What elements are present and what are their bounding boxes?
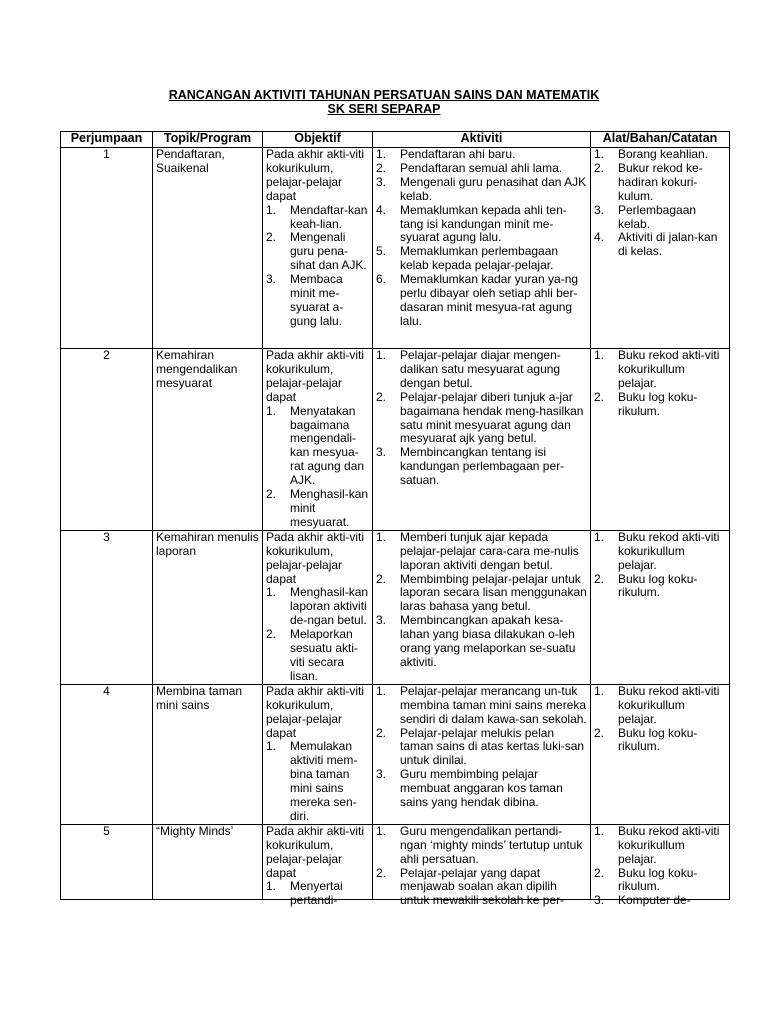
activity-item: 2. Pelajar-pelajar melukis pelan taman sains di atas kertas luki-san untuk dinilai. (376, 725, 585, 768)
activity-item-text: Memaklumkan perlembagaan kelab kepada pelajar-pelajar. (400, 244, 559, 273)
tool-item: 2. Buku log koku-rikulum. (594, 725, 698, 754)
activity-item: 1. Memberi tunjuk ajar kepada pelajar-pelajar cara-cara me-nulis laporan aktiviti dengan betul. (376, 529, 579, 572)
activity-item: 3. Membincangkan tentang isi kandungan perlembagaan per-satuan. (376, 445, 565, 488)
activity-item: 1. Pelajar-pelajar merancang un-tuk membina taman mini sains mereka sendiri di dalam kawa-san sekolah. (376, 683, 587, 726)
tools-cell (591, 530, 730, 684)
activity-item-text: Membincangkan tentang isi kandungan perlembagaan per-satuan. (400, 445, 565, 488)
objective-cell (263, 684, 373, 824)
meeting-number: 1 (61, 148, 153, 349)
objective-item-list (266, 204, 369, 329)
activity-item: 1. Guru mengendalikan pertandi-ngan ‘mighty minds’ tertutup untuk ahli persatuan. (376, 823, 583, 866)
tool-item-text: Buku log koku-rikulum. (618, 865, 698, 894)
activity-item: 3. Mengenali guru penasihat dan AJK kelab. (376, 174, 587, 203)
meeting-number: 2 (61, 349, 153, 531)
activity-item-list (376, 685, 587, 810)
activity-cell (373, 684, 591, 824)
header-topic: Topik/Program (153, 132, 263, 148)
activity-item-text: Guru membimbing pelajar membuat anggaran kos taman sains yang hendak dibina. (400, 767, 563, 810)
header-meeting: Perjumpaan (61, 132, 153, 148)
tool-item-list (594, 685, 726, 755)
tool-item: 2. Buku log koku-rikulum. (594, 865, 698, 894)
header-tools: Alat/Bahan/Catatan (591, 132, 730, 148)
tool-item: 3. Perlembagaan kelab. (594, 202, 697, 231)
meeting-number: 3 (61, 530, 153, 684)
header-objective: Objektif (263, 132, 373, 148)
table-row (61, 349, 730, 531)
objective-item-text: Menyertai pertandi- (290, 879, 343, 908)
activity-item-text: Memaklumkan kadar yuran ya-ng perlu dibayar oleh setiap ahli ber-dasaran minit mesyua-rat agung lalu. (400, 272, 579, 328)
activity-item-text: Pendaftaran semual ahli lama. (400, 160, 563, 175)
activity-item: 2. Pendaftaran semual ahli lama. (376, 160, 563, 175)
objective-item-list (266, 586, 369, 683)
header-activity: Aktiviti (373, 132, 591, 148)
objective-item-text: Menyatakan bagaimana mengendali-kan mesyua-rat agung dan AJK. (290, 403, 365, 488)
tool-item: 2. Buku log koku-rikulum. (594, 389, 698, 418)
activity-item-text: Memaklumkan kepada ahli ten-tang isi kandungan minit me-syuarat agung lalu. (400, 202, 567, 245)
activity-cell (373, 823, 591, 908)
table-row (61, 530, 730, 684)
objective-item: 1. Mendaftar-kan keah-lian. (266, 202, 368, 231)
tools-cell (591, 823, 730, 908)
activity-item-text: Pelajar-pelajar yang dapat menjawab soalan akan dipilih untuk mewakili sekolah ke per- (400, 865, 565, 908)
tool-item-text: Buku rekod akti-viti kokurikullum pelajar. (618, 683, 720, 726)
tool-item: 1. Buku rekod akti-viti kokurikullum pelajar. (594, 348, 720, 390)
activity-plan-table (60, 131, 730, 908)
tool-item-text: Perlembagaan kelab. (618, 202, 697, 231)
tool-item-text: Bukur rekod ke-hadiran kokuri-kulum. (618, 160, 703, 203)
objective-item: 1. Menyertai pertandi- (266, 879, 343, 908)
activity-item-text: Membimbing pelajar-pelajar untuk laporan secara lisan menggunakan laras bahasa yang betul. (400, 571, 587, 614)
tool-item-list (594, 531, 726, 601)
activity-item: 2. Pelajar-pelajar diberi tunjuk a-jar bagaimana hendak meng-hasilkan satu minit mesyuarat agung dan mesyuarat ajk yang betul. (376, 389, 584, 446)
activity-item-text: Pendaftaran ahi baru. (400, 147, 516, 161)
activity-item: 1. Pendaftaran ahi baru. (376, 147, 516, 161)
tool-item-text: Borang keahlian. (618, 147, 709, 161)
activity-item-list (376, 825, 587, 908)
activity-item-text: Pelajar-pelajar merancang un-tuk membina taman mini sains mereka sendiri di dalam kawa-san sekolah. (400, 683, 587, 726)
meeting-number: 5 (61, 824, 153, 899)
tool-item: 1. Buku rekod akti-viti kokurikullum pelajar. (594, 683, 720, 726)
objective-lead: Pada akhir akti-viti kokurikulum, pelajar-pelajar dapat (266, 529, 365, 586)
table-row (61, 148, 730, 349)
objective-cell (263, 530, 373, 684)
topic-cell: Pendaftaran, Suaikenal (153, 148, 263, 349)
tool-item: 2. Buku log koku-rikulum. (594, 571, 698, 600)
tool-item-text: Buku rekod akti-viti kokurikullum pelajar. (618, 823, 720, 866)
objective-item-list (266, 880, 369, 908)
objective-item-list (266, 740, 369, 823)
objective-lead: Pada akhir akti-viti kokurikulum, pelajar-pelajar dapat (266, 147, 365, 203)
objective-item-list (266, 405, 369, 530)
tool-item-list (594, 148, 726, 259)
objective-item-text: Mendaftar-kan keah-lian. (290, 202, 368, 231)
meeting-number: 4 (61, 684, 153, 824)
tools-cell (591, 684, 730, 824)
objective-lead: Pada akhir akti-viti kokurikulum, pelajar-pelajar dapat (266, 348, 365, 404)
tool-item-text: Buku log koku-rikulum. (618, 389, 698, 418)
table-header-row (61, 132, 730, 148)
tool-item-list (594, 349, 726, 419)
activity-cell (373, 148, 591, 349)
objective-item-text: Melaporkan sesuatu akti-viti secara lisan. (290, 627, 359, 683)
objective-item: 1. Menyatakan bagaimana mengendali-kan mesyua-rat agung dan AJK. (266, 403, 365, 488)
tool-item-text: Buku rekod akti-viti kokurikullum pelajar. (618, 348, 720, 390)
objective-cell (263, 148, 373, 349)
objective-item-text: Membaca minit me-syuarat a-gung lalu. (290, 272, 344, 328)
tool-item: 1. Buku rekod akti-viti kokurikullum pelajar. (594, 823, 720, 866)
tool-item-text: Aktiviti di jalan-kan di kelas. (618, 230, 718, 259)
activity-item: 3. Guru membimbing pelajar membuat anggaran kos taman sains yang hendak dibina. (376, 767, 563, 810)
activity-item-text: Membincangkan apakah kesa-lahan yang biasa dilakukan o-leh orang yang melaporkan se-suatu aktiviti. (400, 613, 576, 669)
activity-cell (373, 349, 591, 531)
activity-item-list (376, 148, 587, 329)
objective-lead: Pada akhir akti-viti kokurikulum, pelajar-pelajar dapat (266, 683, 365, 740)
objective-lead: Pada akhir akti-viti kokurikulum, pelajar-pelajar dapat (266, 823, 365, 880)
table-row (61, 684, 730, 824)
activity-item: 4. Memaklumkan kepada ahli ten-tang isi kandungan minit me-syuarat agung lalu. (376, 202, 567, 245)
activity-item: 1. Pelajar-pelajar diajar mengen-dalikan satu mesyuarat agung dengan betul. (376, 348, 561, 390)
tool-item-text: Buku rekod akti-viti kokurikullum pelajar. (618, 529, 720, 572)
tool-item: 4. Aktiviti di jalan-kan di kelas. (594, 230, 718, 259)
objective-item: 1. Memulakan aktiviti mem-bina taman mini sains mereka sen-diri. (266, 739, 358, 823)
topic-cell: “Mighty Minds’ (153, 824, 263, 899)
activity-item-text: Mengenali guru penasihat dan AJK kelab. (400, 174, 587, 203)
tool-item-text: Buku log koku-rikulum. (618, 725, 698, 754)
activity-item-list (376, 349, 587, 488)
activity-item-text: Pelajar-pelajar diajar mengen-dalikan satu mesyuarat agung dengan betul. (400, 348, 561, 390)
tool-item: 3. Komputer de- (594, 893, 691, 908)
objective-item-text: Menghasil-kan laporan aktiviti de-ngan betul. (290, 585, 369, 628)
topic-cell: Kemahiran mengendalikan mesyuarat (153, 349, 263, 531)
activity-item-text: Pelajar-pelajar melukis pelan taman sains di atas kertas luki-san untuk dinilai. (400, 725, 585, 768)
document-title: RANCANGAN AKTIVITI TAHUNAN PERSATUAN SAINS DAN MATEMATIK (168, 88, 600, 102)
school-name: SK SERI SEPARAP (327, 102, 441, 116)
activity-item-text: Guru mengendalikan pertandi-ngan ‘mighty minds’ tertutup untuk ahli persatuan. (400, 823, 583, 866)
topic-cell: Membina taman mini sains (153, 684, 263, 824)
activity-item-text: Pelajar-pelajar diberi tunjuk a-jar bagaimana hendak meng-hasilkan satu minit mesyuarat agung dan mesyuarat ajk yang betul. (400, 389, 584, 446)
tools-cell (591, 349, 730, 531)
objective-item: 3. Membaca minit me-syuarat a-gung lalu. (266, 272, 344, 328)
activity-item: 6. Memaklumkan kadar yuran ya-ng perlu dibayar oleh setiap ahli ber-dasaran minit mesyua-rat agung lalu. (376, 272, 579, 328)
activity-item-list (376, 531, 587, 670)
objective-cell (263, 349, 373, 531)
objective-item: 2. Mengenali guru pena-sihat dan AJK. (266, 230, 367, 273)
activity-item: 2. Membimbing pelajar-pelajar untuk laporan secara lisan menggunakan laras bahasa yang betul. (376, 571, 587, 614)
objective-item: 1. Menghasil-kan laporan aktiviti de-ngan betul. (266, 585, 369, 628)
objective-item-text: Menghasil-kan minit mesyuarat. (290, 487, 369, 529)
table-row (61, 824, 730, 899)
tool-item-text: Komputer de- (618, 893, 691, 908)
activity-cell (373, 530, 591, 684)
activity-item: 5. Memaklumkan perlembagaan kelab kepada pelajar-pelajar. (376, 244, 559, 273)
activity-item: 3. Membincangkan apakah kesa-lahan yang biasa dilakukan o-leh orang yang melaporkan se-suatu aktiviti. (376, 613, 576, 669)
objective-item-text: Memulakan aktiviti mem-bina taman mini sains mereka sen-diri. (290, 739, 358, 823)
tool-item-list (594, 825, 726, 908)
tools-cell (591, 148, 730, 349)
tool-item-text: Buku log koku-rikulum. (618, 571, 698, 600)
tool-item: 2. Bukur rekod ke-hadiran kokuri-kulum. (594, 160, 703, 203)
activity-item-text: Memberi tunjuk ajar kepada pelajar-pelajar cara-cara me-nulis laporan aktiviti dengan betul. (400, 529, 579, 572)
topic-cell: Kemahiran menulis laporan (153, 530, 263, 684)
objective-item: 2. Menghasil-kan minit mesyuarat. (266, 487, 369, 529)
tool-item: 1. Buku rekod akti-viti kokurikullum pelajar. (594, 529, 720, 572)
tool-item: 1. Borang keahlian. (594, 147, 709, 161)
objective-item-text: Mengenali guru pena-sihat dan AJK. (290, 230, 367, 273)
objective-item: 2. Melaporkan sesuatu akti-viti secara lisan. (266, 627, 359, 683)
objective-cell (263, 823, 373, 908)
activity-item: 2. Pelajar-pelajar yang dapat menjawab soalan akan dipilih untuk mewakili sekolah ke per- (376, 865, 565, 908)
